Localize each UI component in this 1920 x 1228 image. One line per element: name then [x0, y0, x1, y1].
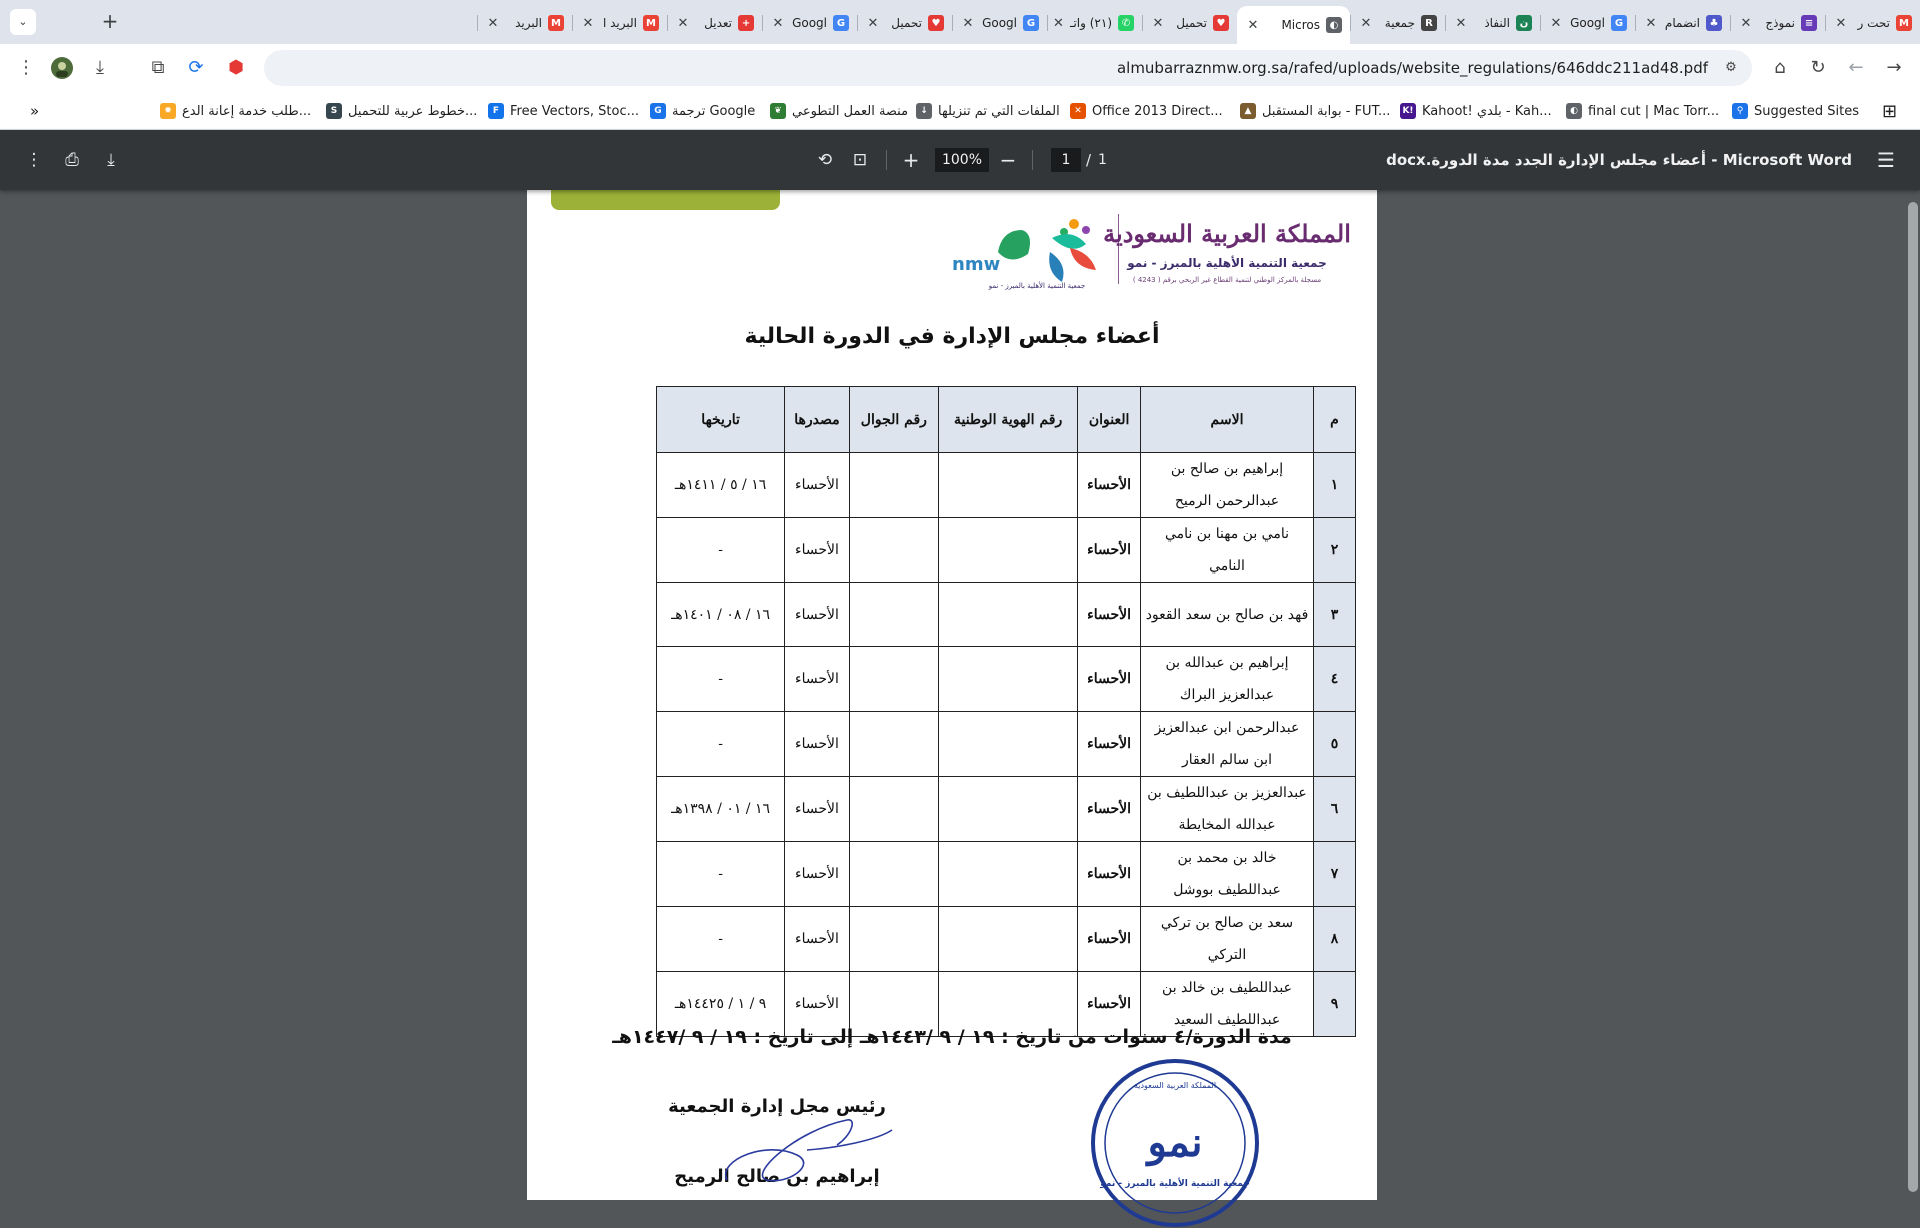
- cell-date: ١٦ / ٥ / ١٤١١هـ: [657, 453, 785, 518]
- close-icon[interactable]: ✕: [1550, 15, 1562, 31]
- search-bookmark-icon: ⚲: [1732, 103, 1748, 119]
- close-icon[interactable]: ✕: [962, 15, 974, 31]
- browser-tab[interactable]: [1047, 6, 1142, 40]
- table-row: [657, 777, 1356, 842]
- svg-text:نمو: نمو: [1147, 1119, 1203, 1166]
- zoom-in-icon[interactable]: +: [902, 148, 920, 172]
- tab-title: البريد ا: [602, 16, 637, 30]
- svg-text:المملكة العربية السعودية: المملكة العربية السعودية: [1133, 1081, 1217, 1090]
- cell-name: فهد بن صالح بن سعد القعود: [1141, 583, 1314, 647]
- bookmark-item[interactable]: [1240, 101, 1390, 121]
- chairman-signature: [707, 1100, 907, 1200]
- tab-title: النفاذ: [1484, 16, 1510, 30]
- browser-tab[interactable]: [1350, 6, 1445, 40]
- heart-icon: ♥: [1213, 15, 1229, 31]
- cell-address: الأحساء: [1078, 907, 1141, 972]
- tab-title: جمعية: [1384, 16, 1415, 30]
- cell-name: خالد بن محمد بن عبداللطيف بووشل: [1141, 842, 1314, 907]
- table-row: [657, 647, 1356, 712]
- apps-grid-icon[interactable]: ⊞: [1882, 100, 1898, 122]
- cell-date: ١٦ / ٠١ / ١٣٩٨هـ: [657, 777, 785, 842]
- cell-mobile: [849, 453, 938, 518]
- column-header: رقم الهوية الوطنية: [938, 387, 1077, 453]
- bookmark-label: final cut | Mac Torr...: [1588, 103, 1720, 119]
- browser-tab[interactable]: [1445, 6, 1540, 40]
- heart-icon: ♥: [928, 15, 944, 31]
- url-text[interactable]: almubarraznmw.org.sa/rafed/uploads/website_regulations/646ddc211ad48.pdf: [1116, 59, 1708, 77]
- cell-date: ١٦ / ٠٨ / ١٤٠١هـ: [657, 583, 785, 647]
- cell-mobile: [849, 777, 938, 842]
- tab-title: تعديل: [704, 16, 732, 30]
- cell-date: -: [657, 712, 785, 777]
- pdf-more-icon[interactable]: ⋮: [25, 150, 43, 170]
- close-icon[interactable]: ✕: [487, 15, 499, 31]
- sun-icon: ✹: [160, 103, 176, 119]
- browser-tab[interactable]: [572, 6, 667, 40]
- page-total: 1: [1098, 152, 1107, 168]
- cell-num: ٣: [1314, 583, 1356, 647]
- cell-num: ٤: [1314, 647, 1356, 712]
- tab-title: انضمام: [1664, 16, 1700, 30]
- bookmark-item[interactable]: [1070, 101, 1223, 121]
- download-bookmark-icon: ↓: [916, 103, 932, 119]
- nmw-logo: [952, 208, 1122, 298]
- cell-source: الأحساء: [785, 453, 850, 518]
- cell-address: الأحساء: [1078, 453, 1141, 518]
- zoom-out-icon[interactable]: −: [999, 148, 1017, 172]
- bookmark-item[interactable]: [650, 101, 755, 121]
- tab-title: نموذج: [1765, 16, 1795, 30]
- bookmark-label: ترجمة Google: [672, 103, 756, 119]
- globe-icon: ◐: [1326, 17, 1342, 33]
- browser-tab[interactable]: [762, 6, 857, 40]
- cell-address: الأحساء: [1078, 777, 1141, 842]
- cell-id: [938, 907, 1077, 972]
- plus-red-icon: +: [738, 15, 754, 31]
- chrome-menu-icon[interactable]: ⋮: [17, 57, 35, 78]
- pdf-page: [527, 190, 1377, 1200]
- pdf-viewer-area[interactable]: [0, 190, 1920, 1200]
- home-icon[interactable]: ⌂: [1774, 57, 1786, 78]
- screencast-extension-icon[interactable]: ⟳: [188, 57, 204, 78]
- close-icon[interactable]: ✕: [1247, 17, 1259, 33]
- cell-source: الأحساء: [785, 647, 850, 712]
- cell-date: ٩ / ١ / ١٤٤٢٥هـ: [657, 972, 785, 1037]
- cell-num: ٧: [1314, 842, 1356, 907]
- adblock-extension-icon[interactable]: ⬢: [228, 57, 244, 78]
- cell-name: عبدالرحمن ابن عبدالعزيز ابن سالم العقار: [1141, 712, 1314, 777]
- cell-num: ٢: [1314, 518, 1356, 583]
- browser-tab[interactable]: [1825, 6, 1920, 40]
- cell-num: ٦: [1314, 777, 1356, 842]
- close-icon[interactable]: ✕: [772, 15, 784, 31]
- chairman-name: إبراهيم بن صالح الرميح: [674, 1166, 880, 1187]
- cell-id: [938, 712, 1077, 777]
- close-icon[interactable]: ✕: [582, 15, 594, 31]
- table-header-row: [657, 387, 1356, 453]
- google-icon: G: [1023, 15, 1039, 31]
- cell-id: [938, 453, 1077, 518]
- browser-tab[interactable]: [1142, 6, 1237, 40]
- ksa-calligraphy-logo: [1103, 210, 1351, 254]
- browser-tab[interactable]: [477, 6, 572, 40]
- close-icon[interactable]: ✕: [677, 15, 689, 31]
- svg-text:nmw: nmw: [952, 254, 1001, 275]
- tab-title: Googl: [792, 16, 827, 30]
- site-settings-icon[interactable]: ⚙: [1725, 60, 1737, 75]
- site-r-icon: R: [1421, 15, 1437, 31]
- fit-page-icon[interactable]: ⊡: [852, 150, 868, 170]
- cell-id: [938, 583, 1077, 647]
- board-members-table: [656, 386, 1356, 1037]
- cell-name: نامي بن مهنا بن نامي النامي: [1141, 518, 1314, 583]
- teams-icon: ♣: [1706, 15, 1722, 31]
- fonts-icon: S: [326, 103, 342, 119]
- back-icon[interactable]: →: [1886, 57, 1902, 78]
- cell-address: الأحساء: [1078, 518, 1141, 583]
- cell-source: الأحساء: [785, 518, 850, 583]
- rotate-icon[interactable]: ⟲: [817, 150, 833, 170]
- cell-name: إبراهيم بن صالح بن عبدالرحمن الرميح: [1141, 453, 1314, 518]
- avatar-icon: [50, 56, 74, 80]
- table-row: [657, 583, 1356, 647]
- new-tab-button[interactable]: +: [101, 9, 119, 33]
- bookmark-item[interactable]: [916, 101, 1060, 121]
- volunteer-icon: ❦: [770, 103, 786, 119]
- browser-tab[interactable]: [1540, 6, 1635, 40]
- future-gate-icon: ▲: [1240, 103, 1256, 119]
- profile-avatar[interactable]: [50, 56, 74, 80]
- toolbar-divider: [886, 150, 887, 170]
- cell-mobile: [849, 647, 938, 712]
- cell-address: الأحساء: [1078, 712, 1141, 777]
- cell-source: الأحساء: [785, 972, 850, 1037]
- bookmark-label: الملفات التي تم تنزيلها: [938, 103, 1060, 119]
- pdf-toolbar: [0, 130, 1920, 190]
- vertical-scrollbar[interactable]: [1908, 202, 1918, 1192]
- gmail-icon: M: [643, 15, 659, 31]
- gmail-icon: M: [1896, 15, 1912, 31]
- close-icon[interactable]: ✕: [1360, 15, 1372, 31]
- cell-name: عبداللطيف بن خالد بن عبداللطيف السعيد: [1141, 972, 1314, 1037]
- close-icon[interactable]: ✕: [1645, 15, 1657, 31]
- document-heading: أعضاء مجلس الإدارة في الدورة الحالية: [744, 324, 1160, 349]
- whatsapp-icon: ✆: [1118, 15, 1134, 31]
- cell-id: [938, 842, 1077, 907]
- cell-date: -: [657, 842, 785, 907]
- cell-mobile: [849, 842, 938, 907]
- table-row: [657, 842, 1356, 907]
- tab-title: Micros: [1281, 18, 1320, 32]
- bookmark-label: Kahoot! بلدي - Kah...: [1422, 103, 1552, 119]
- pdf-document-title: Microsoft Word - أعضاء مجلس الإدارة الجدد مدة الدورة.docx: [1386, 151, 1852, 169]
- bookmark-label: Office 2013 Direct...: [1092, 103, 1223, 119]
- bookmark-label: Suggested Sites: [1754, 103, 1859, 119]
- svg-text:جمعية التنمية الأهلية بالمبرز: جمعية التنمية الأهلية بالمبرز - نمو: [988, 282, 1086, 290]
- association-name: جمعية التنمية الأهلية بالمبرز - نمو: [1127, 256, 1327, 270]
- bookmark-item[interactable]: [326, 101, 477, 121]
- column-header: الاسم: [1141, 387, 1314, 453]
- cell-date: -: [657, 907, 785, 972]
- cell-num: ٨: [1314, 907, 1356, 972]
- downloads-icon[interactable]: ⤓: [96, 57, 104, 78]
- column-header: مصدرها: [785, 387, 850, 453]
- tab-title: Googl: [982, 16, 1017, 30]
- bookmark-label: طلب خدمة إعانة الدع...: [182, 103, 312, 119]
- browser-tab[interactable]: [1237, 6, 1350, 44]
- bookmarks-bar: [0, 92, 1920, 130]
- cell-num: ١: [1314, 453, 1356, 518]
- column-header: تاريخها: [657, 387, 785, 453]
- cell-name: إبراهيم بن عبدالله بن عبدالعزيز البراك: [1141, 647, 1314, 712]
- toolbar-divider: [1032, 150, 1033, 170]
- cell-id: [938, 647, 1077, 712]
- close-icon[interactable]: ✕: [1455, 15, 1467, 31]
- bookmark-item[interactable]: [770, 101, 908, 121]
- bookmark-label: Free Vectors, Stoc...: [510, 103, 640, 119]
- bookmark-item[interactable]: [160, 101, 311, 121]
- tab-title: (٢١) واتـ: [1069, 16, 1112, 30]
- tab-title: تحميل: [1176, 16, 1207, 30]
- zoom-level-field[interactable]: 100%: [935, 148, 989, 172]
- tab-title: البريد: [515, 16, 542, 30]
- browser-tab[interactable]: [952, 6, 1047, 40]
- bookmark-label: خطوط عربية للتحميل...: [348, 103, 478, 119]
- bookmark-item[interactable]: [1732, 101, 1859, 121]
- tab-title: Googl: [1570, 16, 1605, 30]
- cell-num: ٩: [1314, 972, 1356, 1037]
- extensions-icon[interactable]: ⧉: [151, 57, 165, 78]
- cell-source: الأحساء: [785, 907, 850, 972]
- table-row: [657, 907, 1356, 972]
- svg-text:المملكة العربية السعودية: المملكة العربية السعودية: [1103, 219, 1351, 248]
- cell-mobile: [849, 907, 938, 972]
- browser-tab[interactable]: [1730, 6, 1825, 40]
- cell-address: الأحساء: [1078, 842, 1141, 907]
- close-icon[interactable]: ✕: [1152, 15, 1164, 31]
- association-seal: [1090, 1058, 1260, 1228]
- column-header: رقم الجوال: [849, 387, 938, 453]
- svg-text:جمعية التنمية الأهلية بالمبرز: جمعية التنمية الأهلية بالمبرز - نمو: [1100, 1179, 1250, 1189]
- close-icon[interactable]: ✕: [1740, 15, 1752, 31]
- cell-mobile: [849, 583, 938, 647]
- cell-mobile: [849, 712, 938, 777]
- close-icon[interactable]: ✕: [867, 15, 879, 31]
- tab-title: تحميل: [891, 16, 922, 30]
- cell-num: ٥: [1314, 712, 1356, 777]
- bookmark-item[interactable]: [488, 101, 639, 121]
- google-icon: G: [1611, 15, 1627, 31]
- cell-id: [938, 518, 1077, 583]
- tab-search-button[interactable]: ⌄: [10, 9, 36, 35]
- cell-name: عبدالعزيز بن عبداللطيف بن عبدالله المخايطة: [1141, 777, 1314, 842]
- gmail-icon: M: [548, 15, 564, 31]
- table-row: [657, 712, 1356, 777]
- cell-mobile: [849, 518, 938, 583]
- google-icon: G: [833, 15, 849, 31]
- print-icon[interactable]: ⎙: [65, 150, 79, 170]
- browser-tab[interactable]: [1635, 6, 1730, 40]
- column-header: م: [1314, 387, 1356, 453]
- page-separator: /: [1086, 151, 1092, 169]
- tab-title: تحت ر: [1857, 16, 1890, 30]
- browser-toolbar: [0, 44, 1920, 92]
- close-icon[interactable]: ✕: [1053, 15, 1064, 31]
- bookmark-item[interactable]: [1566, 101, 1719, 121]
- registration-note: مسجلة بالمركز الوطني لتنمية القطاع غير الربحي برقم ( 4243 ): [1132, 276, 1322, 284]
- table-row: [657, 518, 1356, 583]
- cell-id: [938, 777, 1077, 842]
- translate-icon: G: [650, 103, 666, 119]
- freepik-icon: F: [488, 103, 504, 119]
- browser-tab[interactable]: [667, 6, 762, 40]
- cell-address: الأحساء: [1078, 583, 1141, 647]
- table-row: [657, 453, 1356, 518]
- globe-icon: ◐: [1566, 103, 1582, 119]
- reload-icon[interactable]: ↻: [1810, 57, 1826, 78]
- cell-date: -: [657, 518, 785, 583]
- tab-strip: [0, 0, 1920, 44]
- close-icon[interactable]: ✕: [1835, 15, 1847, 31]
- bookmark-label: بوابة المستقبل - FUT...: [1262, 103, 1391, 119]
- cell-source: الأحساء: [785, 583, 850, 647]
- cell-source: الأحساء: [785, 842, 850, 907]
- chairman-title: رئيس مجل إدارة الجمعية: [668, 1096, 886, 1117]
- cell-address: الأحساء: [1078, 647, 1141, 712]
- tab-list: [477, 6, 1920, 44]
- cell-source: الأحساء: [785, 777, 850, 842]
- nafath-icon: ن: [1516, 15, 1532, 31]
- forms-icon: ≡: [1801, 15, 1817, 31]
- cell-date: -: [657, 647, 785, 712]
- sidebar-menu-icon[interactable]: ☰: [1877, 148, 1895, 172]
- column-header: العنوان: [1078, 387, 1141, 453]
- address-bar[interactable]: [264, 50, 1752, 86]
- page-number-field[interactable]: 1: [1051, 148, 1081, 172]
- browser-tab[interactable]: [857, 6, 952, 40]
- forward-icon[interactable]: ←: [1848, 57, 1864, 78]
- cell-address: الأحساء: [1078, 972, 1141, 1037]
- office-icon: ✕: [1070, 103, 1086, 119]
- term-duration-line: مدة الدورة/٤ سنوات من تاريخ : ١٩ / ٩ /١٤٤٣هـ إلى تاريخ : ١٩ / ٩ /١٤٤٧هـ: [612, 1026, 1292, 1048]
- more-bookmarks-icon[interactable]: »: [30, 102, 40, 120]
- pdf-download-icon[interactable]: ⤓: [107, 150, 115, 170]
- bookmark-label: منصة العمل التطوعي: [792, 103, 909, 119]
- bookmark-item[interactable]: [1400, 101, 1552, 121]
- cell-name: سعد بن صالح بن تركي التركي: [1141, 907, 1314, 972]
- kahoot-icon: K!: [1400, 103, 1416, 119]
- cell-source: الأحساء: [785, 712, 850, 777]
